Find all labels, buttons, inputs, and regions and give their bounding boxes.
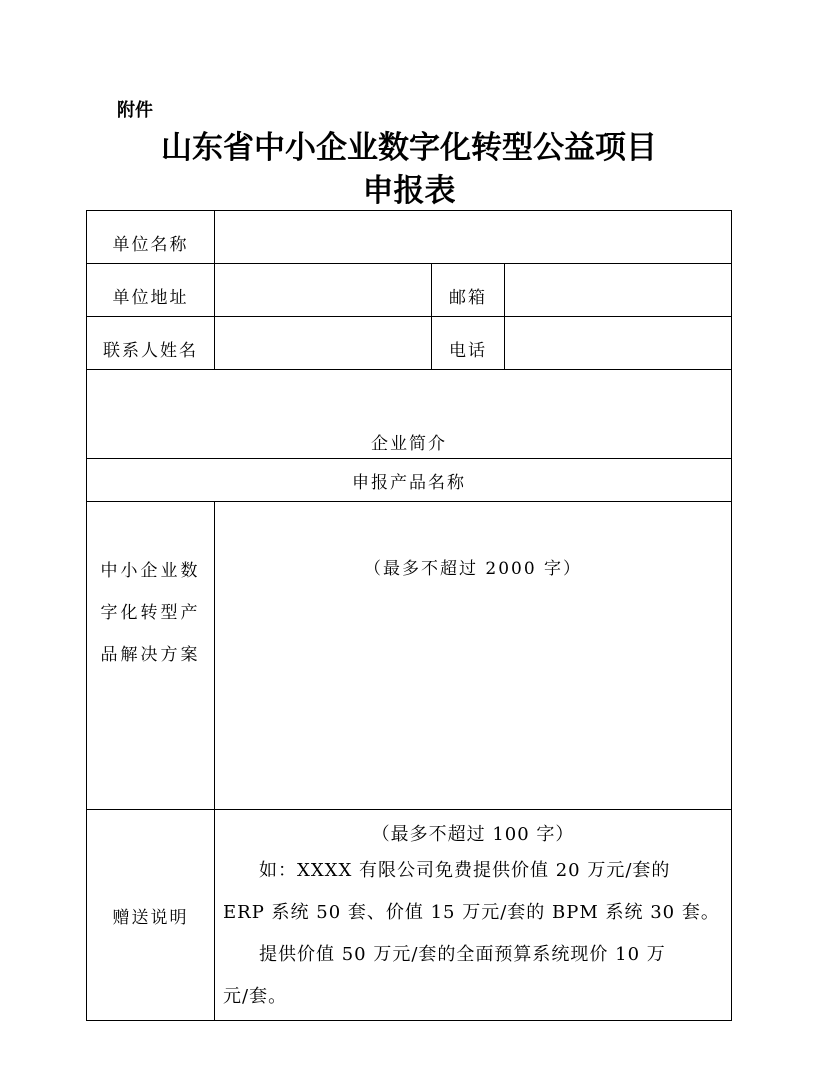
contact-name-label: 联系人姓名 <box>87 317 215 370</box>
unit-address-label: 单位地址 <box>87 264 215 317</box>
phone-field[interactable] <box>505 317 732 370</box>
gift-example-line: 如：XXXX 有限公司免费提供价值 20 万元/套的 <box>259 860 671 881</box>
attachment-label: 附件 <box>117 100 153 121</box>
product-name-row <box>87 459 732 502</box>
gift-example-line: 提供价值 50 万元/套的全面预算系统现价 10 万 <box>259 944 666 965</box>
solution-label-line: 中小企业数 <box>100 561 201 581</box>
gift-row <box>87 810 732 1021</box>
product-name-label[interactable]: 申报产品名称 <box>87 459 732 502</box>
solution-label-line: 字化转型产 <box>100 603 201 623</box>
unit-address-row <box>87 264 732 317</box>
company-intro-label[interactable]: 企业简介 <box>87 370 732 459</box>
gift-example-line: 元/套。 <box>223 986 288 1007</box>
gift-field[interactable] <box>215 810 732 1021</box>
contact-name-field[interactable] <box>215 317 432 370</box>
solution-hint: （最多不超过 2000 字） <box>363 559 583 579</box>
phone-label: 电话 <box>432 317 505 370</box>
solution-label-line: 品解决方案 <box>100 645 201 665</box>
email-field[interactable] <box>505 264 732 317</box>
company-intro-row <box>87 370 732 459</box>
solution-row <box>87 502 732 810</box>
gift-example-line: ERP 系统 50 套、价值 15 万元/套的 BPM 系统 30 套。 <box>223 902 720 923</box>
gift-label: 赠送说明 <box>87 810 215 1021</box>
gift-hint: （最多不超过 100 字） <box>371 824 575 845</box>
unit-name-label: 单位名称 <box>87 211 215 264</box>
solution-field[interactable] <box>215 502 732 810</box>
email-label: 邮箱 <box>432 264 505 317</box>
page-subtitle: 申报表 <box>362 173 456 209</box>
unit-address-field[interactable] <box>215 264 432 317</box>
unit-name-field[interactable] <box>215 211 732 264</box>
unit-name-row <box>87 211 732 264</box>
contact-row <box>87 317 732 370</box>
application-form <box>86 210 732 1021</box>
page-title: 山东省中小企业数字化转型公益项目 <box>161 130 657 166</box>
solution-label <box>87 502 215 810</box>
